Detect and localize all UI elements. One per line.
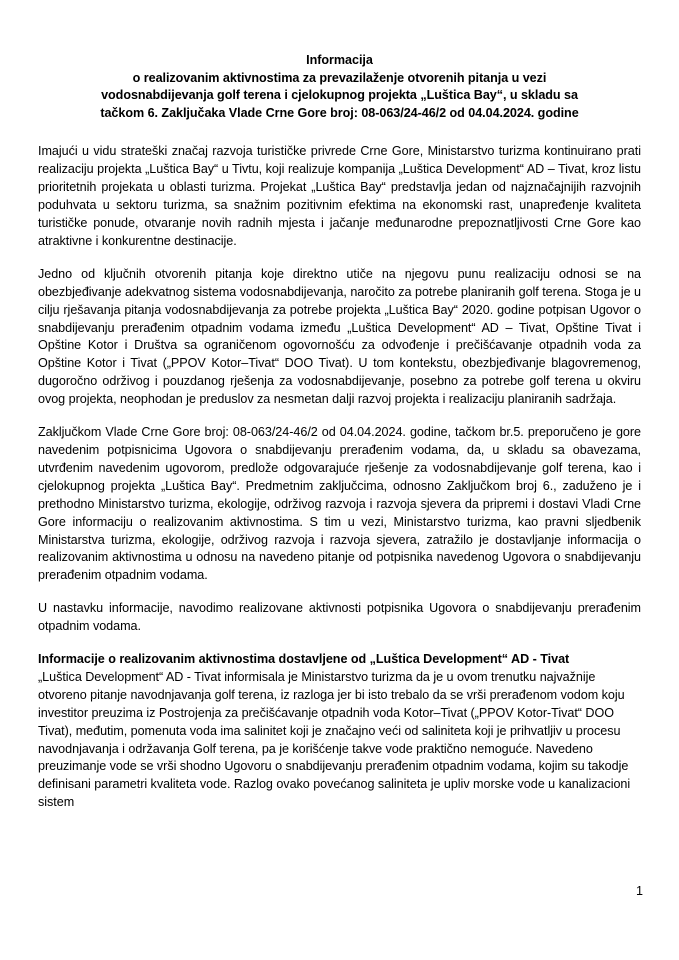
title-line-3: vodosnabdijevanja golf terena i cjelokupnog projekta „Luštica Bay“, u skladu sa [101, 88, 578, 103]
title-spacer [38, 122, 641, 143]
paragraph-5: „Luštica Development“ AD - Tivat informisala je Ministarstvo turizma da je u ovom trenutku najvažnije otvoreno pitanje navodnjavanja golf terena, iz razloga jer bi isto trebalo da se vrši prerađenom vodom koju investitor preuzima iz Postrojenja za prečišćavanje otpadnih voda Kotor–Tivat („PPOV Kotor-Tivat“ DOO Tivat), međutim, pomenuta voda ima salinitet koji je značajno veći od saliniteta koji je prihvatljiv u procesu navodnjavanja i održavanja Golf terena, pa je korišćenje takve vode praktično nemoguće. Navedeno preuzimanje vode se vrši shodno Ugovoru o snabdijevanju prerađenim otpadnim vodama, kojim su takodje definisani parametri kvaliteta vode. Razlog ovako povećanog saliniteta je upliv morske vode u kanalizacioni sistem [38, 669, 631, 810]
paragraph-spacer-1 [38, 251, 641, 266]
paragraph-spacer-3 [38, 585, 641, 600]
page-number: 1 [635, 884, 643, 898]
document-title [38, 52, 641, 122]
paragraph-4: U nastavku informacije, navodimo realizovane aktivnosti potpisnika Ugovora o snabdijevanju prerađenim otpadnim vodama. [38, 601, 641, 634]
title-line-4: tačkom 6. Zaključaka Vlade Crne Gore broj: 08-063/24-46/2 od 04.04.2024. godine [100, 105, 579, 120]
paragraph-3: Zaključkom Vlade Crne Gore broj: 08-063/24-46/2 od 04.04.2024. godine, tačkom br.5. preporučeno je gore navedenim potpisnicima Ugovora o snabdijevanju prerađenim vodama, da, u skladu sa obavezama, utvrđenim navedenim ugovorom, predlože odgovarajuće rješenje za vodosnabdijevanje golf terena, kao i cjelokupnog projekta „Luštica Bay“. Predmetnim zaključcima, odnosno Zaključkom broj 6., zaduženo je i prethodno Ministarstvo turizma, ekologije, održivog razvoja i razvoja sjevera da pripremi i dostavi Vladi Crne Gore informaciju o realizovanim aktivnostima. S tim u vezi, Ministarstvo turizma, kao pravni sljedbenik Ministarstva turizma, ekologije, održivog razvoja i razvoja sjevera, zatražilo je dostavljanje informacija o realizovanim aktivnostima u odnosu na navedeno pitanje od potpisnika navedenog Ugovora o snabdijevanju prerađenim otpadnim vodama. [38, 425, 641, 583]
paragraph-spacer-4 [38, 636, 641, 651]
title-line-1: Informacija [306, 53, 373, 67]
paragraph-1: Imajući u vidu strateški značaj razvoja turističke privrede Crne Gore, Ministarstvo turizma kontinuirano prati realizaciju projekta „Luštica Bay“ u Tivtu, koji realizuje kompanija „Luštica Development“ AD – Tivat, kroz listu prioritetnih projekata u oblasti turizma. Projekat „Luštica Bay“ predstavlja jedan od najznačajnijih razvojnih poduhvata u sektoru turizma, sa snažnim pozitivnim efektima na ekonomski rast, unapređenje kvaliteta turističke ponude, otvaranje novih radnih mjesta i jačanje međunarodne prepoznatljivosti Crne Gore kao atraktivne i konkurentne destinacije. [38, 144, 641, 248]
document-body [38, 52, 641, 812]
paragraph-spacer-2 [38, 409, 641, 424]
title-line-2: o realizovanim aktivnostima za prevazilaženje otvorenih pitanja u vezi [132, 70, 547, 85]
section-heading-lustica-development: Informacije o realizovanim aktivnostima dostavljene od „Luštica Development“ AD - Tivat [38, 652, 570, 667]
paragraph-2: Jedno od ključnih otvorenih pitanja koje direktno utiče na njegovu punu realizaciju odnosi se na obezbjeđivanje adekvatnog sistema vodosnabdijevanja, naročito za potrebe planiranih golf terena. Stoga je u cilju rješavanja pitanja vodosnabdijevanja za potrebe projekta „Luštica Bay“ 2020. godine potpisan Ugovor o snabdijevanju prerađenim otpadnim vodama između „Luštica Development“ AD – Tivat, Opštine Tivat i Opštine Kotor i Društva sa ograničenom ogovornošću za odvođenje i prečišćavanje otpadnih voda za Opštine Kotor i Tivat („PPOV Kotor–Tivat“ DOO Tivat). U tom kontekstu, obezbjeđivanje blagovremenog, dugoročno održivog i pouzdanog rješenja za vodosnabdijevanje, posebno za potrebe golf terena u okviru ovog projekta, neophodan je preduslov za nesmetan dalji razvoj projekta i realizaciju planiranih sadržaja. [38, 266, 641, 407]
